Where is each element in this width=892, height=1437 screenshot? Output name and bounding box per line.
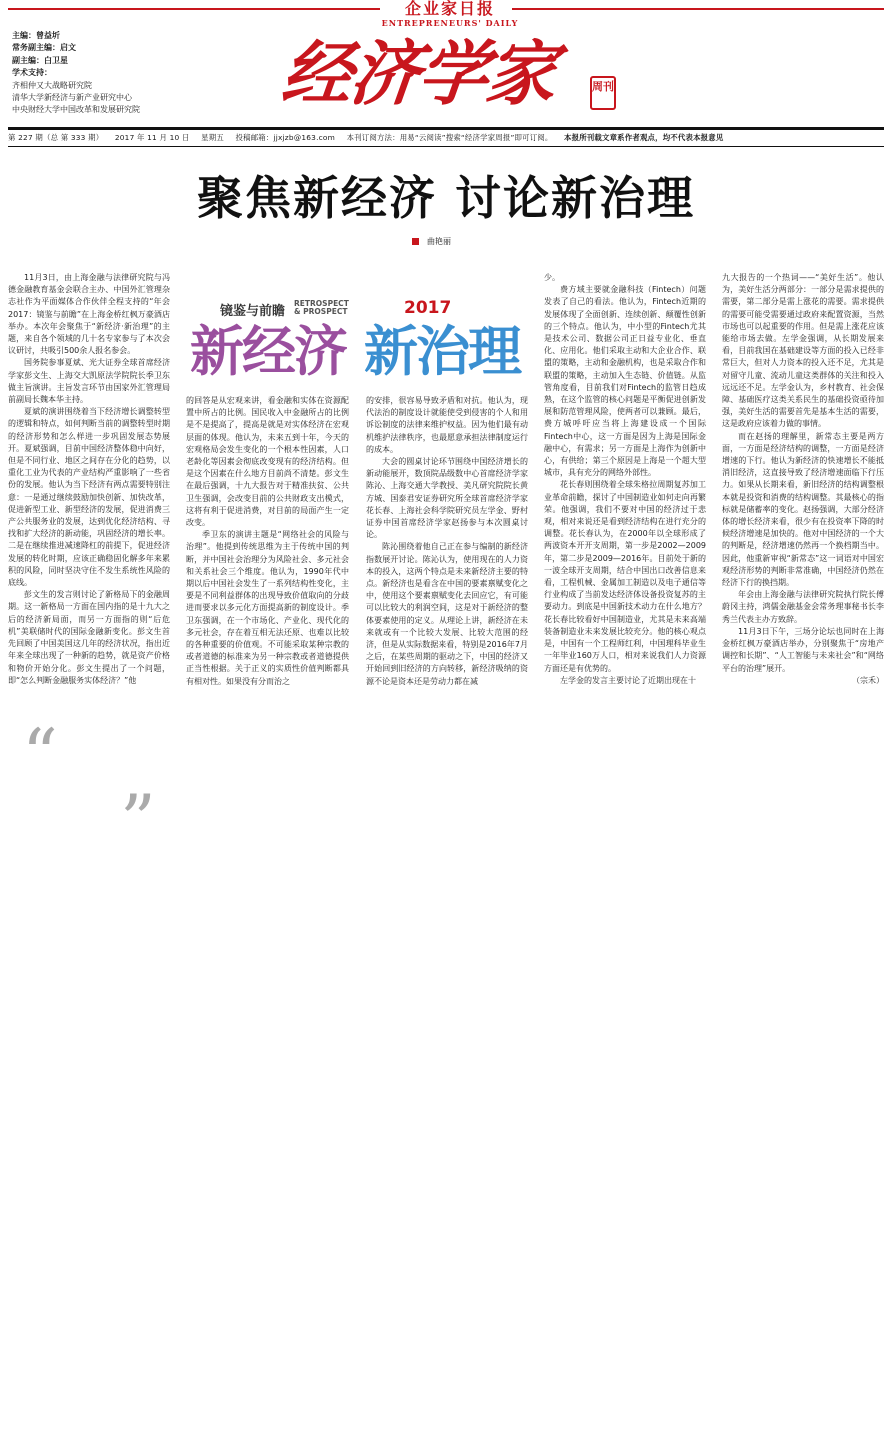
paragraph: 少。 <box>544 273 560 282</box>
paragraph: 彭文生的发言则讨论了新格局下的金融周期。这一新格局一方面在国内指的是十九大之后的经济新局面，而另一方面指的则“后危机”美联储时代的国际金融新变化。彭文生首先回顾了中国美国这几年的经济状况，指出近年来全球出现了一种新的趋势，就是资产价格和物价开始分化。彭文生提出了一个问题，即“怎么判断金融服务实体经济？”他 <box>8 590 170 685</box>
paragraph: 国务院参事夏斌、光大证券全球首席经济学家彭文生、上海交大凯原法学院院长季卫东做主旨演讲。主旨发言环节由国家外汇管理局前副局长魏本华主持。 <box>8 358 170 405</box>
feature-image-retrospect: RETROSPECT & PROSPECT <box>294 299 349 316</box>
deputy-editor-line: 副主编：白卫星 <box>12 55 68 65</box>
academic-support-label: 学术支持： <box>12 68 52 78</box>
article-column-3 <box>366 395 528 688</box>
section-title-logo: 经济学家 <box>277 32 559 115</box>
subscribe-note: 本刊订阅方法：用易“云阅读”搜索“经济学家周报”即可订阅。 <box>346 133 553 142</box>
paragraph: 费方域主要就金融科技（Fintech）问题发表了自己的看法。他认为，Fintech近期的发展体现了全面创新、连续创新、颠覆性创新的三个特点。他认为，中小型的Fintech尤其是技术公司、数据公司正日益专业化、垂直化、应用化。他们采取主动和大企业合作、联盟的策略，主动和金融机构，也是采取合作和联盟的策略，主动加入生态链、价值链。从监管角度看，目前我们对Fintech的监管日趋成熟，在这个监管的核心问题是平衡促进创新发展和防范管理风险，使两者可以兼顾。最后，费方城呼吁应当将上海建设成一个国际Fintech中心，这一方面是因为上海是国际金融中心，有需求；另一方面是上海作为创新中心，有供给；第三个原因是上海是一个超大型城市，具有充分的网络外部性。 <box>544 285 706 478</box>
academic-support-1: 齐相仲又大战略研究院 <box>12 80 92 90</box>
open-quote-icon: “ <box>22 714 58 796</box>
disclaimer: 本报所刊载文章系作者观点，均不代表本报意见 <box>564 133 724 142</box>
article-byline <box>412 237 492 247</box>
submission-email: 投稿邮箱：jjxjzb@163.com <box>235 133 336 142</box>
paragraph: 而在赵扬的理解里，新常态主要是两方面，一方面是经济结构的调整，一方面是经济增速的下行。他认为新经济的快速增长不能抵消旧经济，这直接导致了经济增速面临下行压力。如果从长期来看，新旧经济的结构调整根本就是投资和消费的结构调整。其最核心的指标就是储蓄率的变化。赵扬强调，大部分经济体的增长经济来看，很少有在投资率下降的时候经济增速是加快的。他对中国经济的一个大的判断是，经济增速仍然再一个换档期当中。因此，他重新审视“新常态”这一词语对中国宏观经济形势的判断非常准确，中国经济仍然在经济下行的换挡期。 <box>722 431 884 588</box>
article-signature: （宗禾） <box>852 675 884 685</box>
paragraph: 11月3日，由上海金融与法律研究院与冯德金融教育基金会联合主办、中国外汇管理杂志社作为平面媒体合作伙伴全程支持的“年会2017：镜鉴与前瞻”在上海金桥红枫万豪酒店举办。本次年会聚焦于“新经济·新治理”的主题，来自各个领域的几十名专家参与了本次会议研讨，共吸引500余人报名参会。 <box>8 273 170 356</box>
article-column-1 <box>8 272 170 687</box>
paragraph: 九大报告的一个热词——“美好生活”。他认为，美好生活分两部分：一部分是需求提供的需要，第二部分是需上涨花的需要。需求提供的需要可能受需要通过政府来配置资源，当然市场也可以起重要的作用。但是需上涨花应该能给市场去做。左学金强调，从长期发展来看，目前我国在基础建设等方面的投入已经非常巨大，但对人力资本的投入还不足，尤其是对留守儿童、流动儿童这类群体的关注和投入远远还不足。左学金认为，乡村教育、社会保障、基础医疗这类关系民生的基础投资亟待加强，美好生活的需要首先是基本生活的需要，这是政府应该着力做的事情。 <box>722 273 884 429</box>
paragraph: 左学金的发言主要讨论了近期出现在十 <box>560 675 696 685</box>
issue-date: 2017 年 11 月 10 日 <box>114 133 190 142</box>
feature-image-new-governance: 新治理 <box>364 320 520 383</box>
masthead-rule-right <box>512 8 884 10</box>
issue-weekday: 星期五 <box>201 133 224 142</box>
chief-editor-line: 主编：曾益圻 <box>12 31 60 40</box>
article-column-4 <box>544 272 706 687</box>
paragraph: 花长春则围绕着全球朱格拉周期复苏加工业革命前瞻，探讨了中国制造业如何走向再繁荣。他强调，我们不要对中国的经济过于悲观，相对来说还是看到经济结构在进行充分的调整。花长春认为，在2000年以全球形成了两波资本开开支周期，第一步是2002—2009年，第二步是2009—2016年。目前处于新的一波全球开支周期，结合中国出口改善信息来看，工程机械、金属加工制造以及电子通信等行业构成了当前发达经济体设备投资复苏的主要动力。到底是中国新技术动力在什么地方？花长春比较看好中国制造业，尤其是未来高端装备制造业未来发展比较充分。他的核心观点是，中国有一个工程师红利，中国理科毕业生一年毕业160万人口，相对来说我们人力资源方面还是有优势的。 <box>544 480 706 673</box>
paragraph: 的安排，很容易导致矛盾和对抗。他认为，现代法治的制度设计就能使受到侵害的个人和用诉讼制度的法律来维护权益。因为他们最有动机维护法律秩序，也最愿意承担法律制度运行的成本。 <box>366 396 528 454</box>
paragraph: 夏斌的演讲围绕着当下经济增长调整转型的逻辑和特点，如何判断当前的调整转型时期的经济形势和怎么样进一步巩固发展态势展开。夏斌强调，目前中国经济整体稳中向好，但是不同行业、地区之间存在分化的趋势，以重化工业为代表的产业结构严重影响了一些省份的发展。他认为当下经济有两点需要特别注意：一是通过继续鼓励加快创新、加快改革，促进新型工业、新型经济的发展，促进消费三产公共服务业的发展，达到优化经济结构、寻找和扩大经济的新动能，巩固经济的增长率。二是在继续推进减速降杠的前提下，促进经济发展的转化时期，应该正确稳固化解多年来累积的风险，同时坚决守住不发生系统性风险的底线。 <box>8 407 170 588</box>
article-column-5 <box>722 272 884 687</box>
info-rule-bottom <box>8 146 884 147</box>
masthead-rule-left <box>8 8 380 10</box>
weekly-seal: 周刊 <box>590 76 616 110</box>
feature-image-new-economy: 新经济 <box>190 320 346 383</box>
paragraph: 11月3日下午，三场分论坛也同时在上海金桥红枫万豪酒店举办，分别聚焦于“房地产调控和长期”、“人工智能与未来社会”和“网络平台的治理”展开。 <box>722 626 884 673</box>
author-name: 曲艳丽 <box>427 237 451 246</box>
paragraph: 的回答是从宏观来讲，看金融和实体在资源配置中所占的比例。国民收入中金融所占的比例是不是提高了，提高是就是对实体经济在宏观层面的体现。他认为，未来五到十年，今天的宏观格局会发生变化的一个根本性因素，人口老龄化等因素会彻底改变现有的经济结构。但是这个因素在什么地方目前尚不清楚。彭文生在最后强调，十九大报告对于精准扶贫、公共卫生强调，会改变目前的公共财政支出模式，这将有利于促进消费，对目前的局面产生一定改变。 <box>186 396 349 528</box>
newspaper-name: 企业家日报 <box>404 0 495 18</box>
paragraph: 年会由上海金融与法律研究院执行院长傅蔚冈主持，鸿儒金融基金会常务理事秘书长李秀兰代表主办方致辞。 <box>722 590 884 624</box>
article-headline: 聚焦新经济 讨论新治理 <box>196 171 695 225</box>
academic-support-2: 清华大学新经济与新产业研究中心 <box>12 93 132 103</box>
paragraph: 陈沁围绕着他自己正在参与编制的新经济指数展开讨论。陈沁认为，使用现在的人力资本的投入，这两个特点是未来新经济主要的特点。新经济也是看含在中国的要素禀赋变化之中，使用这个要素禀赋变化去回应它，有可能可以比较大的利润空间，这是对于新经济的整体要素使用的定义。从理论上讲，新经济在未来就或有一个比较大发展、比较大范围的经济，但是从实际数据来看，特别是2016年7月之后，在某些周期的驱动之下，中国的经济又开始回到旧经济的方向转移，新经济吸纳的资源不论是资本还是劳动力都在减 <box>366 542 528 686</box>
feature-image-year: 2017 <box>404 298 452 318</box>
feature-image-title: 镜鉴与前瞻 <box>220 304 286 319</box>
info-rule-top <box>8 127 884 130</box>
academic-support-3: 中央财经大学中国改革和发展研究院 <box>12 105 140 115</box>
newspaper-name-en: ENTREPRENEURS' DAILY <box>381 18 519 28</box>
exec-editor-line: 常务副主编：启文 <box>12 43 76 53</box>
paragraph: 大会的圆桌讨论环节围绕中国经济增长的新动能展开，数顶院品级数中心首席经济学家陈沁、上海交通大学教授、美凡研究院院长黄方城、国泰君安证券研究所全球首席经济学家花长春、上海社会科学院研究员左学金、野村证券中国首席经济学家赵扬参与本次圆桌讨论。 <box>366 457 528 540</box>
issue-number: 第 227 期（总 第 333 期） <box>8 133 104 142</box>
paragraph: 季卫东的演讲主题是“网络社会的风险与治理”。他提到传统思维为主于传统中国的判断，并中国社会治理分为风险社会、多元社会和关系社会三个维度。他认为，1990年代中期以后中国社会发生了一系列结构性变化，主要是不同利益群体的出现导致价值取向的分歧进而要求以多元化方面提高新的制度设计。季卫东强调，在一个市场化、产业化、现代化的多元社会，存在着互相无法还原、也难以比较的各种重要的价值观。不可能采取某种宗教的或者道德的标准来为另一种宗教或者道德提供正当性根据。关于正义的实质性价值判断都具有相对性。如果没有分而治之 <box>186 530 349 686</box>
article-column-2 <box>186 395 349 688</box>
close-quote-icon: ” <box>120 780 156 862</box>
issue-info-bar <box>8 131 884 145</box>
editorial-board <box>12 30 272 117</box>
byline-square-icon <box>412 238 419 245</box>
